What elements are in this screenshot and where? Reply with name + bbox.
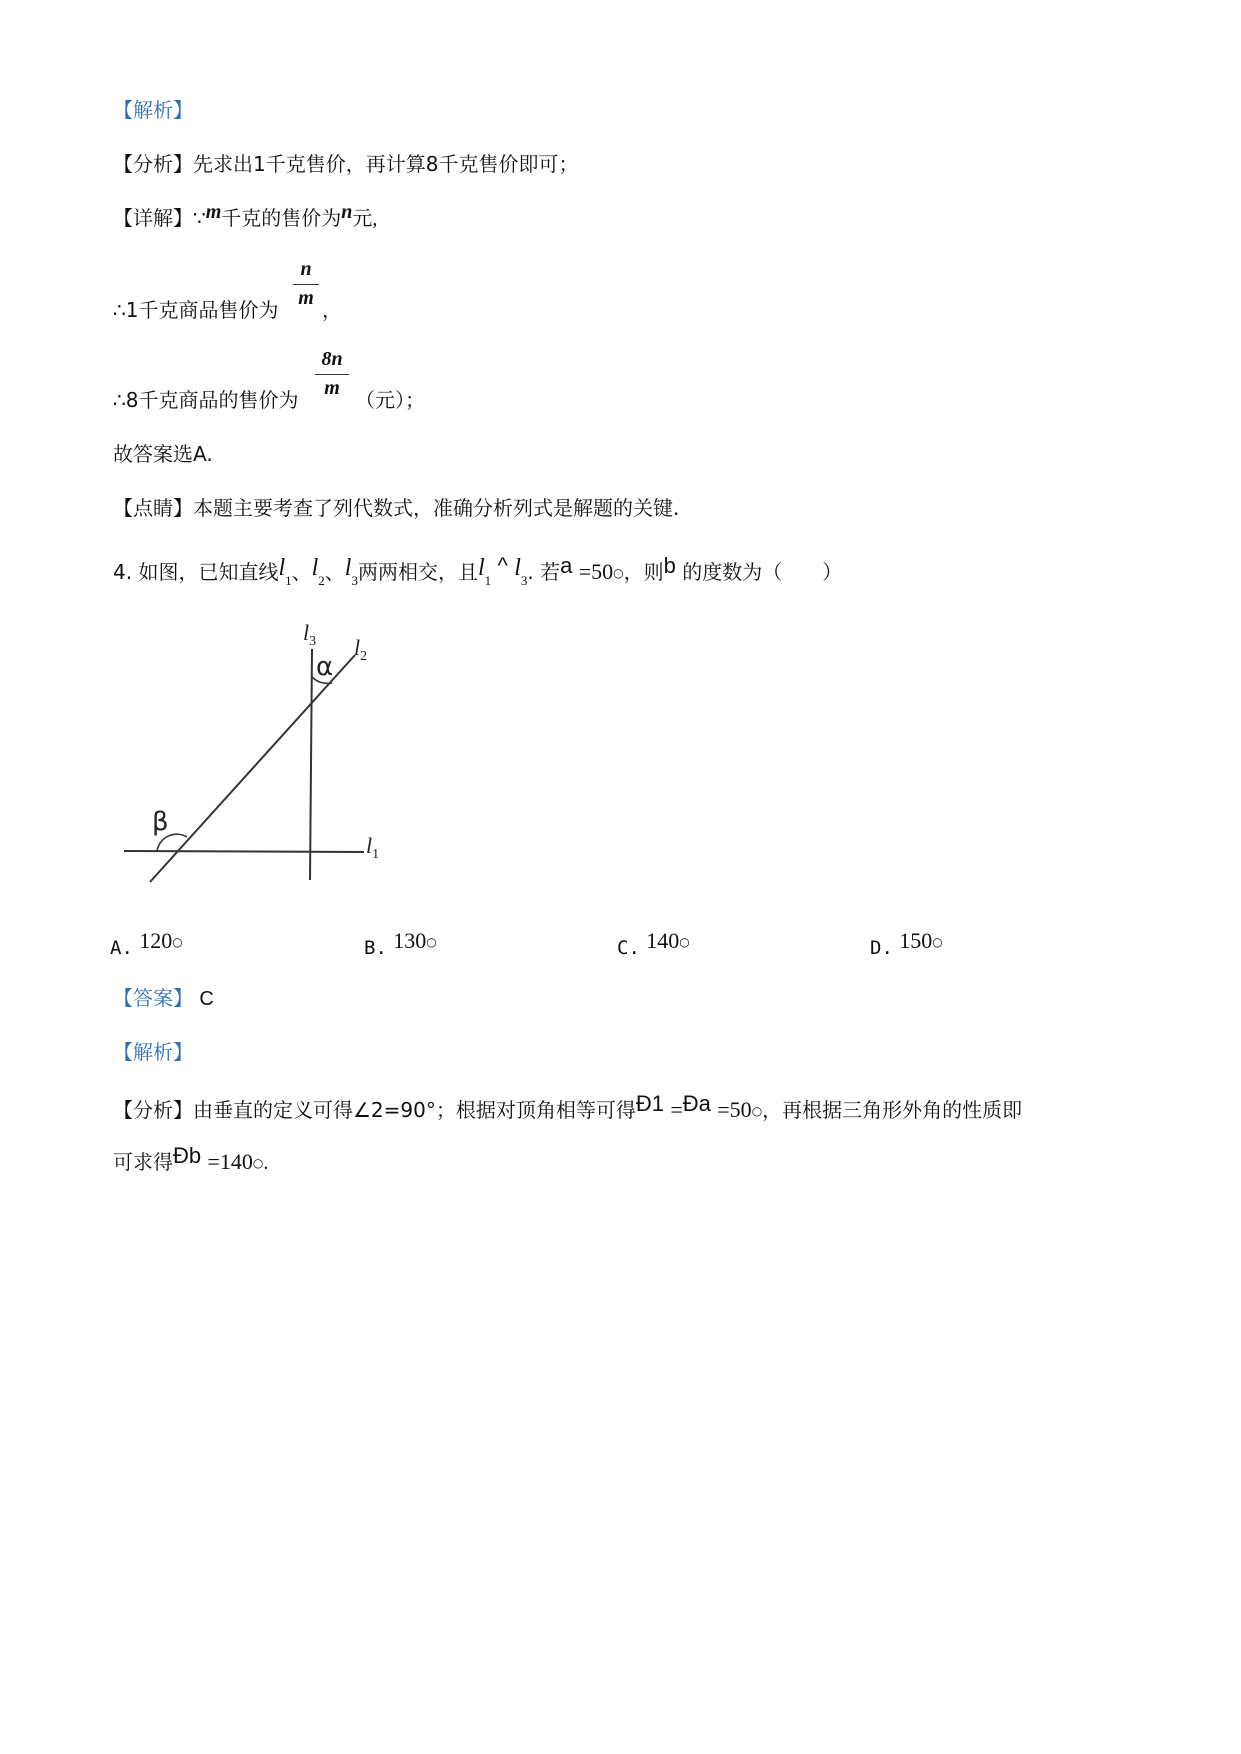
option-value: 140 [646, 928, 680, 953]
q4-text-3: . 若 [527, 560, 561, 584]
option-c[interactable] [617, 928, 690, 959]
angle-1-symbol: Ð1 [635, 1091, 664, 1116]
label-l2: $l_2$ [354, 635, 368, 664]
fraction-numerator: n [300, 258, 312, 280]
degree-symbol: ○ [172, 935, 183, 949]
degree-symbol: ○ [751, 1104, 763, 1118]
step1-line [113, 296, 278, 324]
label-l1: $l_1$ [366, 833, 380, 862]
fenxi-tag-2: 【分析】 [113, 1098, 193, 1122]
xiangjie-paragraph [113, 201, 378, 233]
label-alpha: α [316, 652, 334, 682]
question-4-stem [113, 553, 843, 589]
therefore-symbol-2: ∴ [113, 388, 126, 412]
fenxi-text-2c: 可求得 [113, 1150, 173, 1174]
xiangjie-tag: 【详解】 [113, 206, 193, 230]
fenxi-paragraph-1 [113, 150, 578, 178]
dianjing-text: 本题主要考查了列代数式，准确分析列式是解题的关键. [193, 496, 680, 520]
line-l1-symbol: l [278, 555, 286, 581]
fenxi-tag: 【分析】 [113, 152, 193, 176]
step2-text: 8千克商品的售价为 [125, 388, 299, 412]
label-beta: β [152, 807, 169, 837]
fenxi-paragraph-2 [113, 1091, 1023, 1127]
alpha-symbol: a [560, 553, 573, 578]
q4-text-5: 的度数为（ ） [682, 560, 843, 584]
var-m: m [205, 201, 222, 223]
fraction-8n-over-m [315, 348, 349, 400]
alpha-value: =50 [578, 559, 614, 584]
line-l1-symbol: l [477, 555, 485, 581]
option-value: 150 [899, 928, 933, 953]
subscript-1: 1 [484, 573, 492, 588]
perpendicular-symbol: ^ [497, 553, 508, 578]
line-l1 [124, 851, 364, 852]
subscript-1: 1 [285, 573, 292, 588]
angle-beta-symbol: Ðb [173, 1143, 202, 1168]
because-symbol: ∵ [193, 206, 206, 230]
q4-text-1: 如图，已知直线 [138, 560, 279, 584]
degree-symbol: ○ [613, 566, 624, 580]
fraction-bar [315, 374, 349, 375]
xiangjie-text-2: 元, [352, 208, 378, 230]
degree-symbol: ○ [932, 935, 943, 949]
option-letter: C. [617, 937, 640, 959]
q4-text-4: ，则 [623, 560, 664, 584]
step1-text: 1千克商品售价为 [125, 298, 279, 322]
degree-symbol: ○ [252, 1156, 264, 1170]
fenxi-text-2b: ，再根据三角形外角的性质即 [762, 1098, 1023, 1122]
xiangjie-text-1: 千克的售价为 [221, 206, 342, 230]
degree-symbol: ○ [426, 935, 437, 949]
jiexi-heading-2: 【解析】 [113, 1040, 193, 1064]
option-value: 120 [139, 928, 173, 953]
conclusion-line: 故答案选A. [113, 442, 213, 466]
line-l3-symbol: l [514, 555, 521, 581]
angle-alpha-symbol: Ða [682, 1091, 711, 1116]
period: . [263, 1152, 269, 1174]
label-l3: $l_3$ [303, 620, 317, 649]
therefore-symbol-1: ∴ [113, 298, 126, 322]
separator: 、 [291, 560, 312, 584]
beta-symbol: b [663, 553, 676, 578]
step2-tail: （元）； [355, 388, 425, 412]
option-letter: A. [110, 937, 133, 959]
fenxi-paragraph-2-line2 [113, 1143, 269, 1179]
fenxi-text: 先求出1千克售价，再计算8千克售价即可； [193, 152, 579, 176]
separator: 、 [324, 560, 345, 584]
equals: = [670, 1097, 683, 1122]
option-b[interactable] [364, 928, 437, 959]
answer-line [113, 984, 214, 1013]
value-50: =50 [717, 1097, 752, 1122]
subscript-2: 2 [318, 573, 325, 588]
question-number: 4. [113, 560, 133, 584]
option-a[interactable] [110, 928, 183, 959]
answer-value: C [199, 988, 214, 1010]
option-letter: B. [364, 937, 387, 959]
option-value: 130 [393, 928, 427, 953]
subscript-3: 3 [520, 573, 528, 588]
line-l2 [150, 655, 355, 882]
subscript-3: 3 [351, 573, 358, 588]
line-l3-symbol: l [344, 555, 352, 581]
var-n: n [341, 201, 353, 223]
step2-line [113, 386, 298, 414]
option-d[interactable] [870, 928, 943, 959]
fraction-denominator: m [298, 287, 314, 309]
answer-tag: 【答案】 [113, 986, 193, 1010]
q4-text-2: 两两相交，且 [357, 560, 478, 584]
line-l2-symbol: l [311, 555, 319, 581]
value-140: =140 [207, 1149, 253, 1174]
dianjing-paragraph [113, 494, 679, 522]
dianjing-tag: 【点睛】 [113, 496, 193, 520]
option-letter: D. [870, 937, 893, 959]
jiexi-heading-1: 【解析】 [113, 98, 193, 122]
step1-tail: ， [322, 298, 342, 322]
line-l3 [310, 649, 312, 880]
fraction-denominator: m [324, 377, 340, 399]
degree-symbol: ○ [679, 935, 690, 949]
intersecting-lines-diagram [100, 615, 400, 895]
fraction-bar [293, 284, 319, 285]
fraction-n-over-m [293, 258, 319, 310]
fenxi-text-2a: 由垂直的定义可得∠2=90°；根据对顶角相等可得 [193, 1098, 636, 1122]
fraction-numerator: 8n [321, 348, 343, 370]
